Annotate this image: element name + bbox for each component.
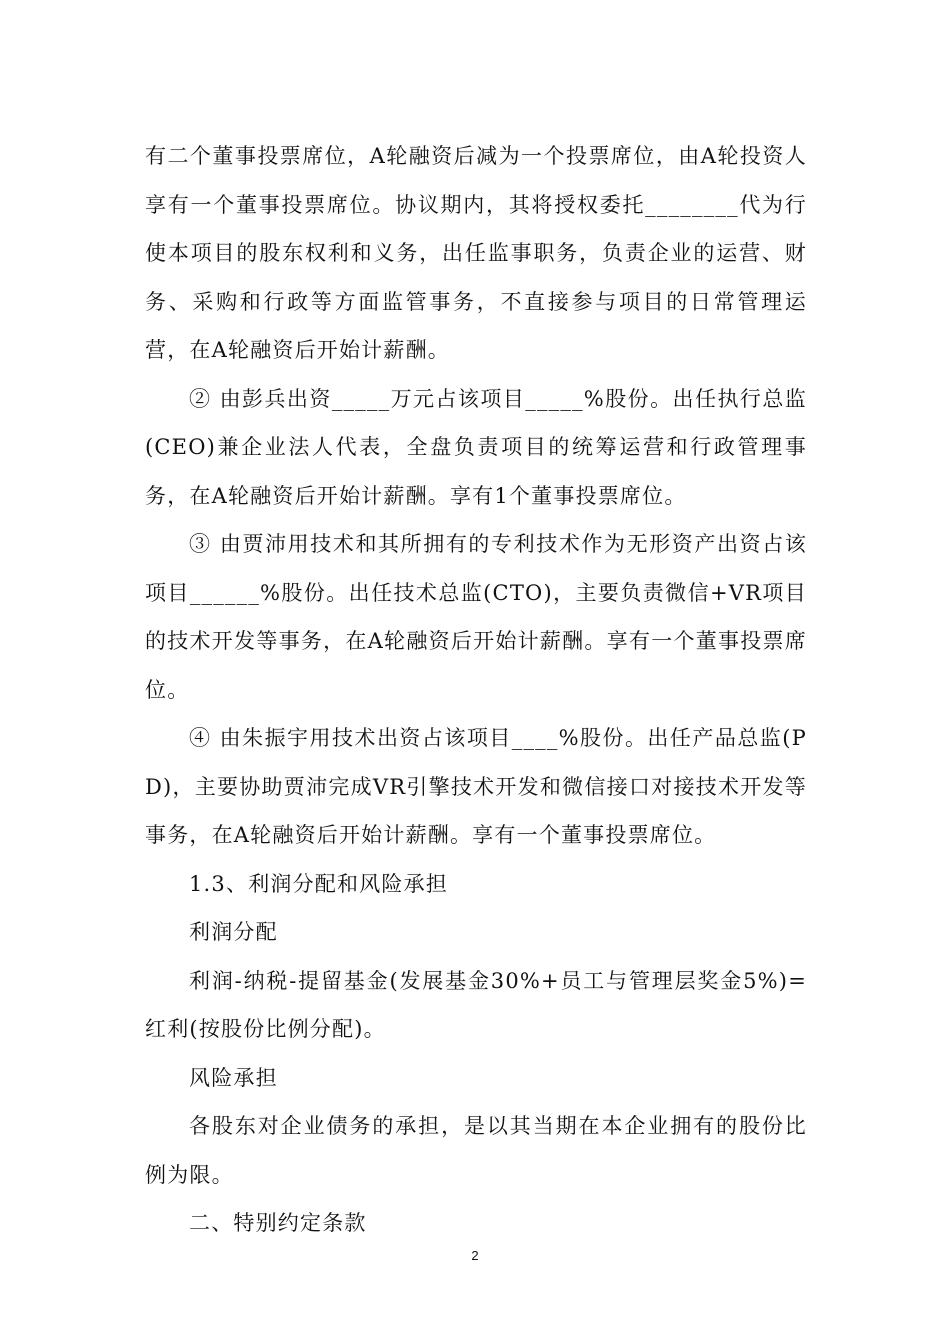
paragraph: 有二个董事投票席位，A轮融资后减为一个投票席位，由A轮投资人享有一个董事投票席位。协议期内，其将授权委托________代为行使本项目的股东权利和义务，出任监事职务，负责企业的运营、财务、采购和行政等方面监管事务，不直接参与项目的日常管理运营，在A轮融资后开始计薪酬。	[145, 144, 807, 362]
paragraph: 各股东对企业债务的承担，是以其当期在本企业拥有的股份比例为限。	[145, 1114, 807, 1187]
paragraph: 利润-纳税-提留基金(发展基金30%+员工与管理层奖金5%)=红利(按股份比例分配)。	[145, 968, 807, 1041]
paragraph: ④ 由朱振宇用技术出资占该项目____%股份。出任产品总监(PD)，主要协助贾沛完成VR引擎技术开发和微信接口对接技术开发等事务，在A轮融资后开始计薪酬。享有一个董事投票席位。	[145, 726, 807, 847]
section-heading: 1.3、利润分配和风险承担	[189, 871, 448, 896]
document-body	[145, 132, 807, 1248]
subsection-heading: 风险承担	[189, 1065, 278, 1090]
subsection-heading: 利润分配	[189, 920, 278, 944]
section-heading: 二、特别约定条款	[189, 1211, 367, 1235]
page-number: 2	[471, 1248, 479, 1263]
paragraph: ③ 由贾沛用技术和其所拥有的专利技术作为无形资产出资占该项目______%股份。出任技术总监(CTO)，主要负责微信+VR项目的技术开发等事务，在A轮融资后开始计薪酬。享有一个董事投票席位。	[145, 532, 807, 702]
paragraph: ② 由彭兵出资_____万元占该项目_____%股份。出任执行总监(CEO)兼企业法人代表，全盘负责项目的统筹运营和行政管理事务，在A轮融资后开始计薪酬。享有1个董事投票席位。	[145, 386, 807, 508]
